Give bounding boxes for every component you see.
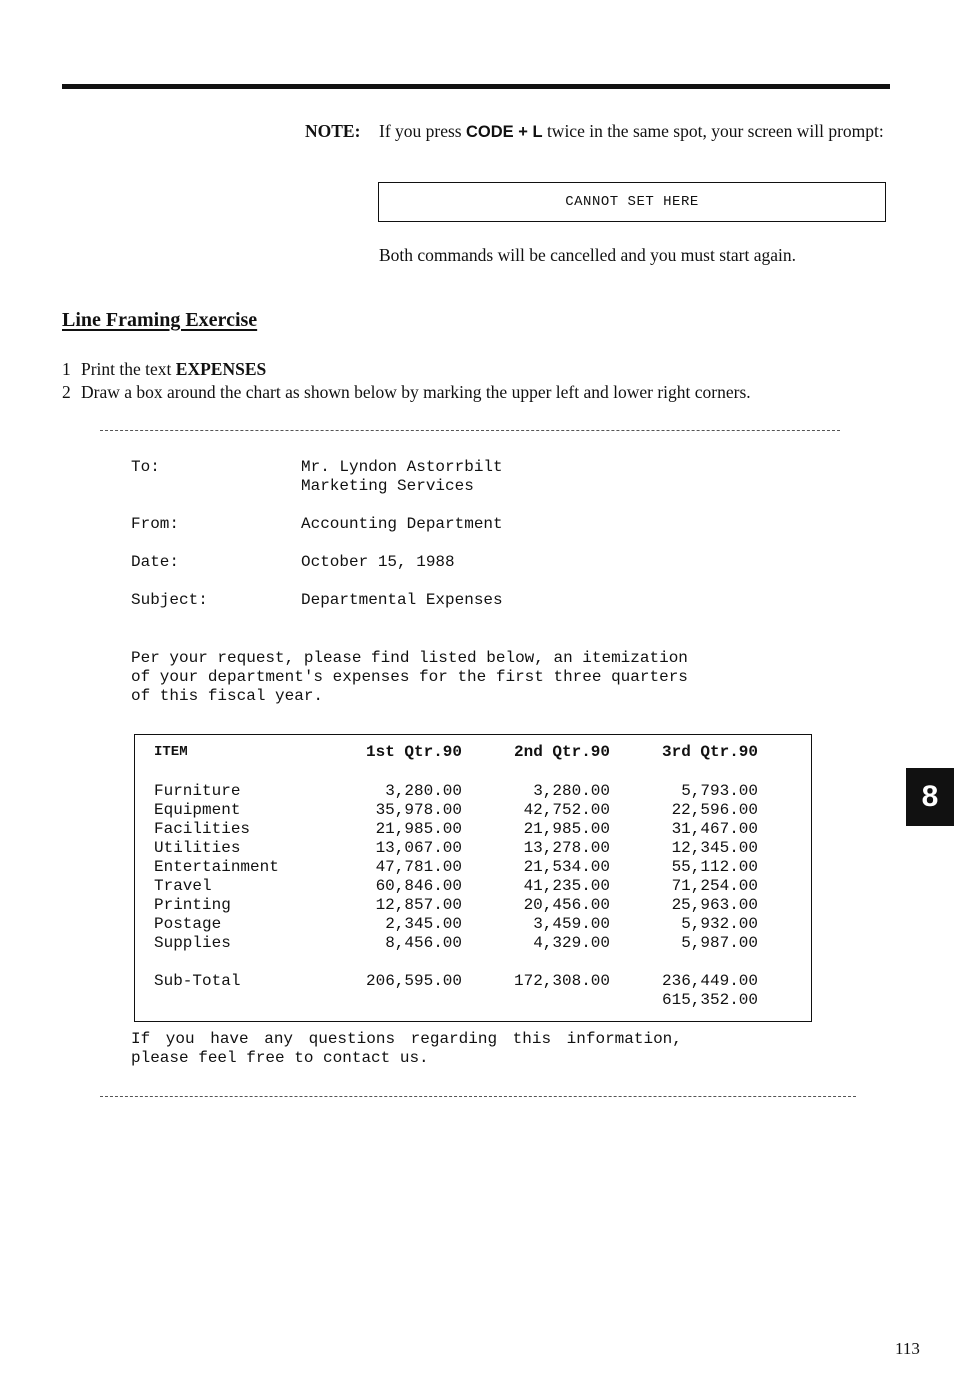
cell-item: Facilities [154,820,251,838]
cell-q1: 13,067.00 [375,839,462,857]
cell-q3: 5,987.00 [681,934,758,952]
prompt-text: CANNOT SET HERE [565,194,699,210]
subtotal-q2: 172,308.00 [513,972,610,990]
step-2-number: 2 [62,382,71,402]
table-row [154,915,764,934]
subtotal-q3: 236,449.00 [661,972,758,990]
date-label: Date: [131,553,180,571]
subtotal-q1: 206,595.00 [365,972,462,990]
step-1-bold: EXPENSES [175,359,267,379]
table-row [154,820,764,839]
header-q3: 3rd Qtr.90 [661,743,758,761]
cell-q1: 60,846.00 [375,877,462,895]
dashed-rule-bottom [100,1096,856,1097]
header-q2: 2nd Qtr.90 [513,743,610,761]
cell-q2: 41,235.00 [523,877,610,895]
note-text-after: twice in the same spot, your screen will prompt: [542,121,884,141]
cell-q3: 22,596.00 [671,801,758,819]
table-row [154,896,764,915]
cell-q2: 21,534.00 [523,858,610,876]
step-1 [62,357,266,381]
step-2-text: Draw a box around the chart as shown below by marking the upper left and lower right corners. [81,382,751,402]
grand-total: 615,352.00 [661,991,758,1009]
step-2 [62,380,751,404]
note-label: NOTE: [305,121,361,141]
note-text [379,119,894,145]
cell-q3: 55,112.00 [671,858,758,876]
table-header [154,743,764,762]
cell-item: Utilities [154,839,241,857]
subject-value: Departmental Expenses [301,591,503,609]
date-value: October 15, 1988 [301,553,455,571]
to-value-1: Mr. Lyndon Astorrbilt [301,458,503,476]
note-text-before: If you press [379,121,466,141]
page-number: 113 [895,1339,920,1358]
to-label: To: [131,458,160,476]
cell-q1: 2,345.00 [385,915,462,933]
cell-item: Equipment [154,801,241,819]
table-row [154,839,764,858]
header-q1: 1st Qtr.90 [365,743,462,761]
note-key: CODE + L [466,123,543,141]
dashed-rule-top [100,430,840,431]
cell-q2: 42,752.00 [523,801,610,819]
table-row [154,858,764,877]
cell-item: Postage [154,915,222,933]
cell-q3: 5,793.00 [681,782,758,800]
prompt-box [378,182,886,222]
table-row [154,801,764,820]
cell-q1: 21,985.00 [375,820,462,838]
closing-line-1: If you have any questions regarding this information, [131,1030,682,1048]
cell-q1: 47,781.00 [375,858,462,876]
cell-q1: 35,978.00 [375,801,462,819]
closing-line-2: please feel free to contact us. [131,1049,429,1067]
section-title: Line Framing Exercise [62,309,258,331]
cell-item: Printing [154,896,231,914]
subtotal-label: Sub-Total [154,972,241,990]
to-value-2: Marketing Services [301,477,474,495]
cell-q2: 3,280.00 [533,782,610,800]
cell-q3: 5,932.00 [681,915,758,933]
step-1-text: Print the text [81,359,176,379]
cell-q2: 20,456.00 [523,896,610,914]
note-followup: Both commands will be cancelled and you must start again. [379,245,796,265]
cell-q2: 21,985.00 [523,820,610,838]
header-item: ITEM [154,744,188,760]
cell-q1: 12,857.00 [375,896,462,914]
chapter-tab [906,768,954,826]
cell-q1: 3,280.00 [385,782,462,800]
cell-item: Travel [154,877,212,895]
from-value: Accounting Department [301,515,503,533]
table-row [154,782,764,801]
cell-item: Supplies [154,934,231,952]
table-row [154,877,764,896]
from-label: From: [131,515,180,533]
cell-item: Furniture [154,782,241,800]
intro-line-2: of your department's expenses for the first three quarters [131,668,688,686]
intro-line-1: Per your request, please find listed below, an itemization [131,649,688,667]
cell-q3: 71,254.00 [671,877,758,895]
cell-q3: 25,963.00 [671,896,758,914]
table-row [154,934,764,953]
intro-line-3: of this fiscal year. [131,687,324,705]
cell-q1: 8,456.00 [385,934,462,952]
chapter-tab-number: 8 [921,780,939,813]
cell-q2: 13,278.00 [523,839,610,857]
subject-label: Subject: [131,591,208,609]
cell-item: Entertainment [154,858,279,876]
cell-q3: 12,345.00 [671,839,758,857]
cell-q3: 31,467.00 [671,820,758,838]
cell-q2: 3,459.00 [533,915,610,933]
grand-total-row [154,991,764,1010]
cell-q2: 4,329.00 [533,934,610,952]
top-rule [62,84,890,89]
step-1-number: 1 [62,359,71,379]
subtotal-row [154,972,764,991]
